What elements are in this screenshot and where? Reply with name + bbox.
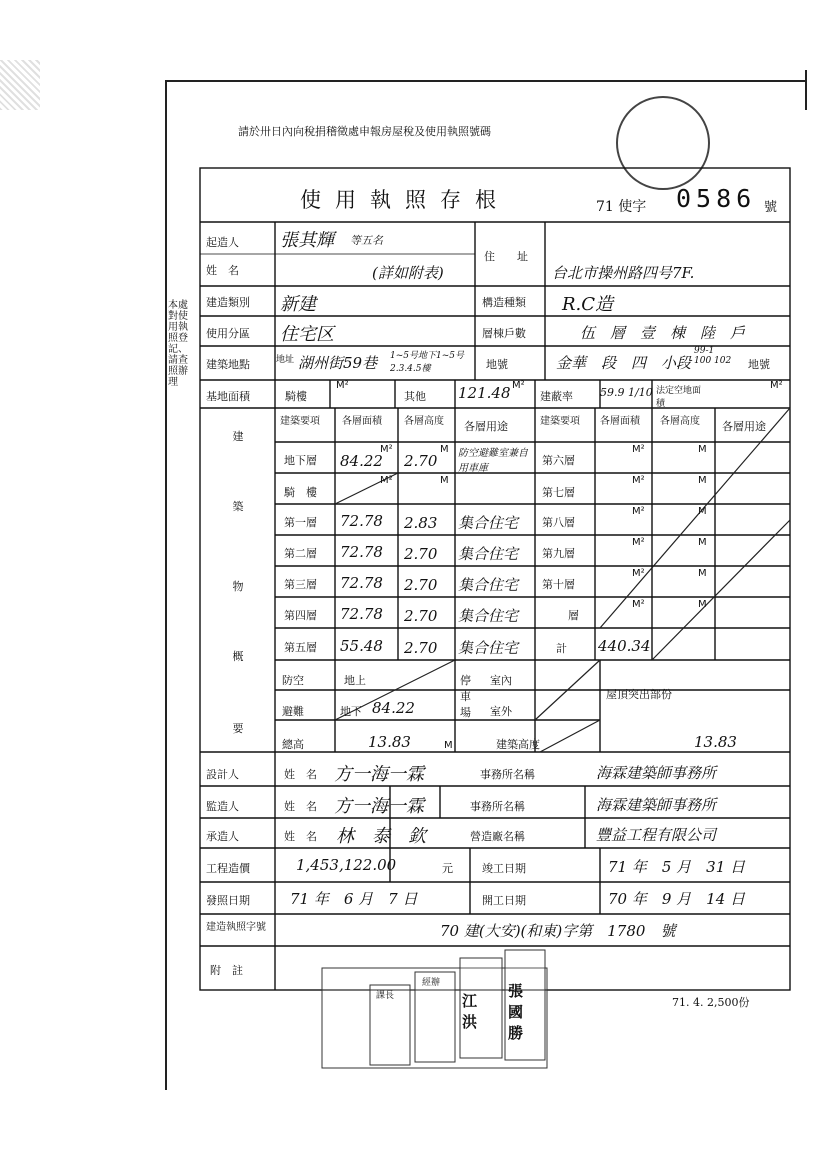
section-char-2: 築 [232,500,244,513]
hdr-use-r: 各層用途 [722,420,766,433]
floor-area: 72.78 [340,605,383,623]
floor-height: 2.83 [404,514,438,532]
unit-m: M [440,444,449,455]
site-address-note: 1~5号地下1~5号2.3.4.5樓 [390,351,464,374]
other-area: 121.48 [458,384,511,402]
section-char-1: 建 [232,430,244,443]
section-char-5: 要 [232,722,244,735]
stamp-name-1: 江洪 [462,992,478,1031]
floor-height: 2.70 [404,576,438,594]
floor-name-right: 第十層 [542,578,575,591]
label-parking: 停車場 [460,674,471,719]
label-category: 建造類別 [206,296,250,309]
unit-m2: M² [380,475,393,486]
lot-suffix: 地號 [748,358,770,371]
label-lot: 地號 [486,358,508,371]
label-permit: 建造執照字號 [206,922,266,933]
stamp-label-3: 經辦 [422,978,441,988]
label-zone: 使用分區 [206,327,250,340]
label-issue-date: 發照日期 [206,894,250,907]
structure-value: R.C造 [562,294,614,315]
unit-m2-b: M² [512,380,525,391]
site-addr-label: 地址 [276,355,295,365]
floor-name: 第三層 [284,578,317,591]
cost-value: 1,453,122.00 [296,856,397,874]
label-remark: 附 註 [210,964,243,977]
builder-name-extra: 等五名 [350,234,383,247]
floor-name: 第一層 [284,516,317,529]
zone-value: 住宅区 [280,324,334,345]
shelter-below: 地下 [340,705,362,718]
floor-area: 55.48 [340,637,383,655]
unit-m2: M² [632,475,645,486]
floor-height: 2.70 [404,607,438,625]
hdr-item-r: 建築要項 [540,416,580,427]
designer-name: 方一海一霖 [334,764,424,785]
page-title: 使用執照存根 [300,188,510,212]
unit-m: M [698,599,707,610]
side-notice: 本處對使用執照登記、請查照辦理 [168,300,188,388]
label-shelter-b: 避難 [282,705,304,718]
start-date: 70 年 9 月 14 日 [608,890,746,908]
floor-area: 72.78 [340,574,383,592]
label-bldg-height: 建築高度 [496,738,540,751]
unit-m: M [698,444,707,455]
floor-name: 地下層 [284,454,317,467]
builder-name: 張其輝 [280,230,334,251]
contractor-firm: 豐益工程有限公司 [596,826,717,844]
label-designer-name: 姓 名 [284,768,317,781]
contractor-name: 林 泰 欽 [336,826,426,847]
label-structure: 構造種類 [482,296,526,309]
unit-m: M [698,506,707,517]
label-other: 其他 [404,390,426,403]
label-supervisor-office: 事務所名稱 [470,800,525,813]
bldg-height: 13.83 [694,733,737,751]
floor-name-right: 第六層 [542,454,575,467]
label-total: 計 [556,642,567,655]
label-start-date: 開工日期 [482,894,526,907]
unit-m2: M² [632,568,645,579]
label-contractor: 承造人 [206,830,239,843]
floor-name: 第二層 [284,547,317,560]
section-char-3: 物 [232,580,244,593]
floor-name-right: 第八層 [542,516,575,529]
hdr-item: 建築要項 [280,416,320,427]
floor-use: 集合住宅 [458,639,519,657]
label-contractor-name: 姓 名 [284,830,317,843]
label-address: 住 址 [484,250,528,263]
floor-name-right: 第七層 [542,486,575,499]
unit-m2-c: M² [770,380,783,391]
unit-m2: M² [632,599,645,610]
stamp-name-2: 張國勝 [508,982,524,1042]
label-designer: 設計人 [206,768,239,781]
total-height: 13.83 [368,733,411,751]
floor-use: 集合住宅 [458,545,519,563]
lot-number: 99-1 100 102 [694,346,732,366]
total-area: 440.34 [598,637,651,655]
unit-m: M [698,475,707,486]
floor-name: 騎 樓 [284,486,317,499]
serial-number: 0586 [676,184,757,213]
label-arcade: 騎樓 [285,390,307,403]
print-info: 71. 4. 2,500份 [672,996,750,1009]
floor-height: 2.70 [404,452,438,470]
completion-date: 71 年 5 月 31 日 [608,858,746,876]
label-total-height: 總高 [282,738,304,751]
unit-m2: M² [632,506,645,517]
hdr-area-r: 各層面積 [600,416,640,427]
unit-m2: M² [632,444,645,455]
hdr-height-r: 各層高度 [660,416,700,427]
floors-value: 伍 層 壹 棟 陸 戶 [580,324,746,342]
stamp-label-4: 課長 [376,991,395,1001]
category-value: 新建 [280,294,316,315]
label-designer-office: 事務所名稱 [480,768,535,781]
floor-name: 第四層 [284,609,317,622]
floor-area: 84.22 [340,452,383,470]
label-supervisor-name: 姓 名 [284,800,317,813]
tax-notice: 請於卅日內向稅捐稽徵處申報房屋稅及使用執照號碼 [238,125,491,138]
label-cost: 工程造價 [206,862,250,875]
permit-value: 70 建(大安)(和東)字第 1780 號 [440,922,676,940]
hdr-area: 各層面積 [342,416,382,427]
floor-area: 72.78 [340,512,383,530]
floor-use: 集合住宅 [458,576,519,594]
floor-name: 第五層 [284,641,317,654]
floor-use: 集合住宅 [458,607,519,625]
floor-name-right: 第九層 [542,547,575,560]
supervisor-office: 海霖建築師事務所 [596,796,717,814]
unit-m: M [698,537,707,548]
serial-prefix: 71 使字 [596,199,647,215]
floor-height: 2.70 [404,639,438,657]
label-site-area: 基地面積 [206,390,250,403]
builder-address: 台北市操州路四号7F. [552,264,695,282]
label-floors: 層棟戶數 [482,327,526,340]
label-supervisor: 監造人 [206,800,239,813]
parking-outdoor: 室外 [490,705,512,718]
cost-unit: 元 [442,862,453,875]
label-legal-open: 法定空地面積 [656,386,702,409]
issue-date: 71 年 6 月 7 日 [290,890,418,908]
unit-m: M [444,740,453,751]
supervisor-name: 方一海一霖 [334,796,424,817]
unit-m2: M² [380,444,393,455]
lot-value: 金華 段 四 小段 [556,354,692,372]
builder-note: (詳如附表) [372,264,444,282]
floor-height: 2.70 [404,545,438,563]
unit-m: M [440,475,449,486]
coverage-ratio: 59.9 1/10 [600,386,653,399]
floor-name-right: 層 [568,609,579,622]
label-name: 姓 名 [206,264,239,277]
floor-area: 72.78 [340,543,383,561]
floor-use: 防空避難室兼自用車庫 [458,448,528,474]
label-coverage: 建蔽率 [540,390,573,403]
unit-m2: M² [632,537,645,548]
label-builder: 起造人 [206,236,239,249]
label-shelter: 防空 [282,674,304,687]
shelter-below-value: 84.22 [372,699,415,717]
unit-m2-a: M² [336,380,349,391]
parking-indoor: 室內 [490,674,512,687]
label-contractor-firm: 營造廠名稱 [470,830,525,843]
unit-m: M [698,568,707,579]
site-address: 湖州街59巷 [298,354,378,372]
label-site: 建築地點 [206,358,250,371]
floor-use: 集合住宅 [458,514,519,532]
hdr-use: 各層用途 [464,420,508,433]
section-char-4: 概 [232,650,244,663]
label-completion: 竣工日期 [482,862,526,875]
hdr-height: 各層高度 [404,416,444,427]
serial-suffix: 號 [764,200,778,215]
label-roof: 屋頂突出部份 [606,688,672,701]
shelter-above: 地上 [344,674,366,687]
designer-office: 海霖建築師事務所 [596,764,717,782]
